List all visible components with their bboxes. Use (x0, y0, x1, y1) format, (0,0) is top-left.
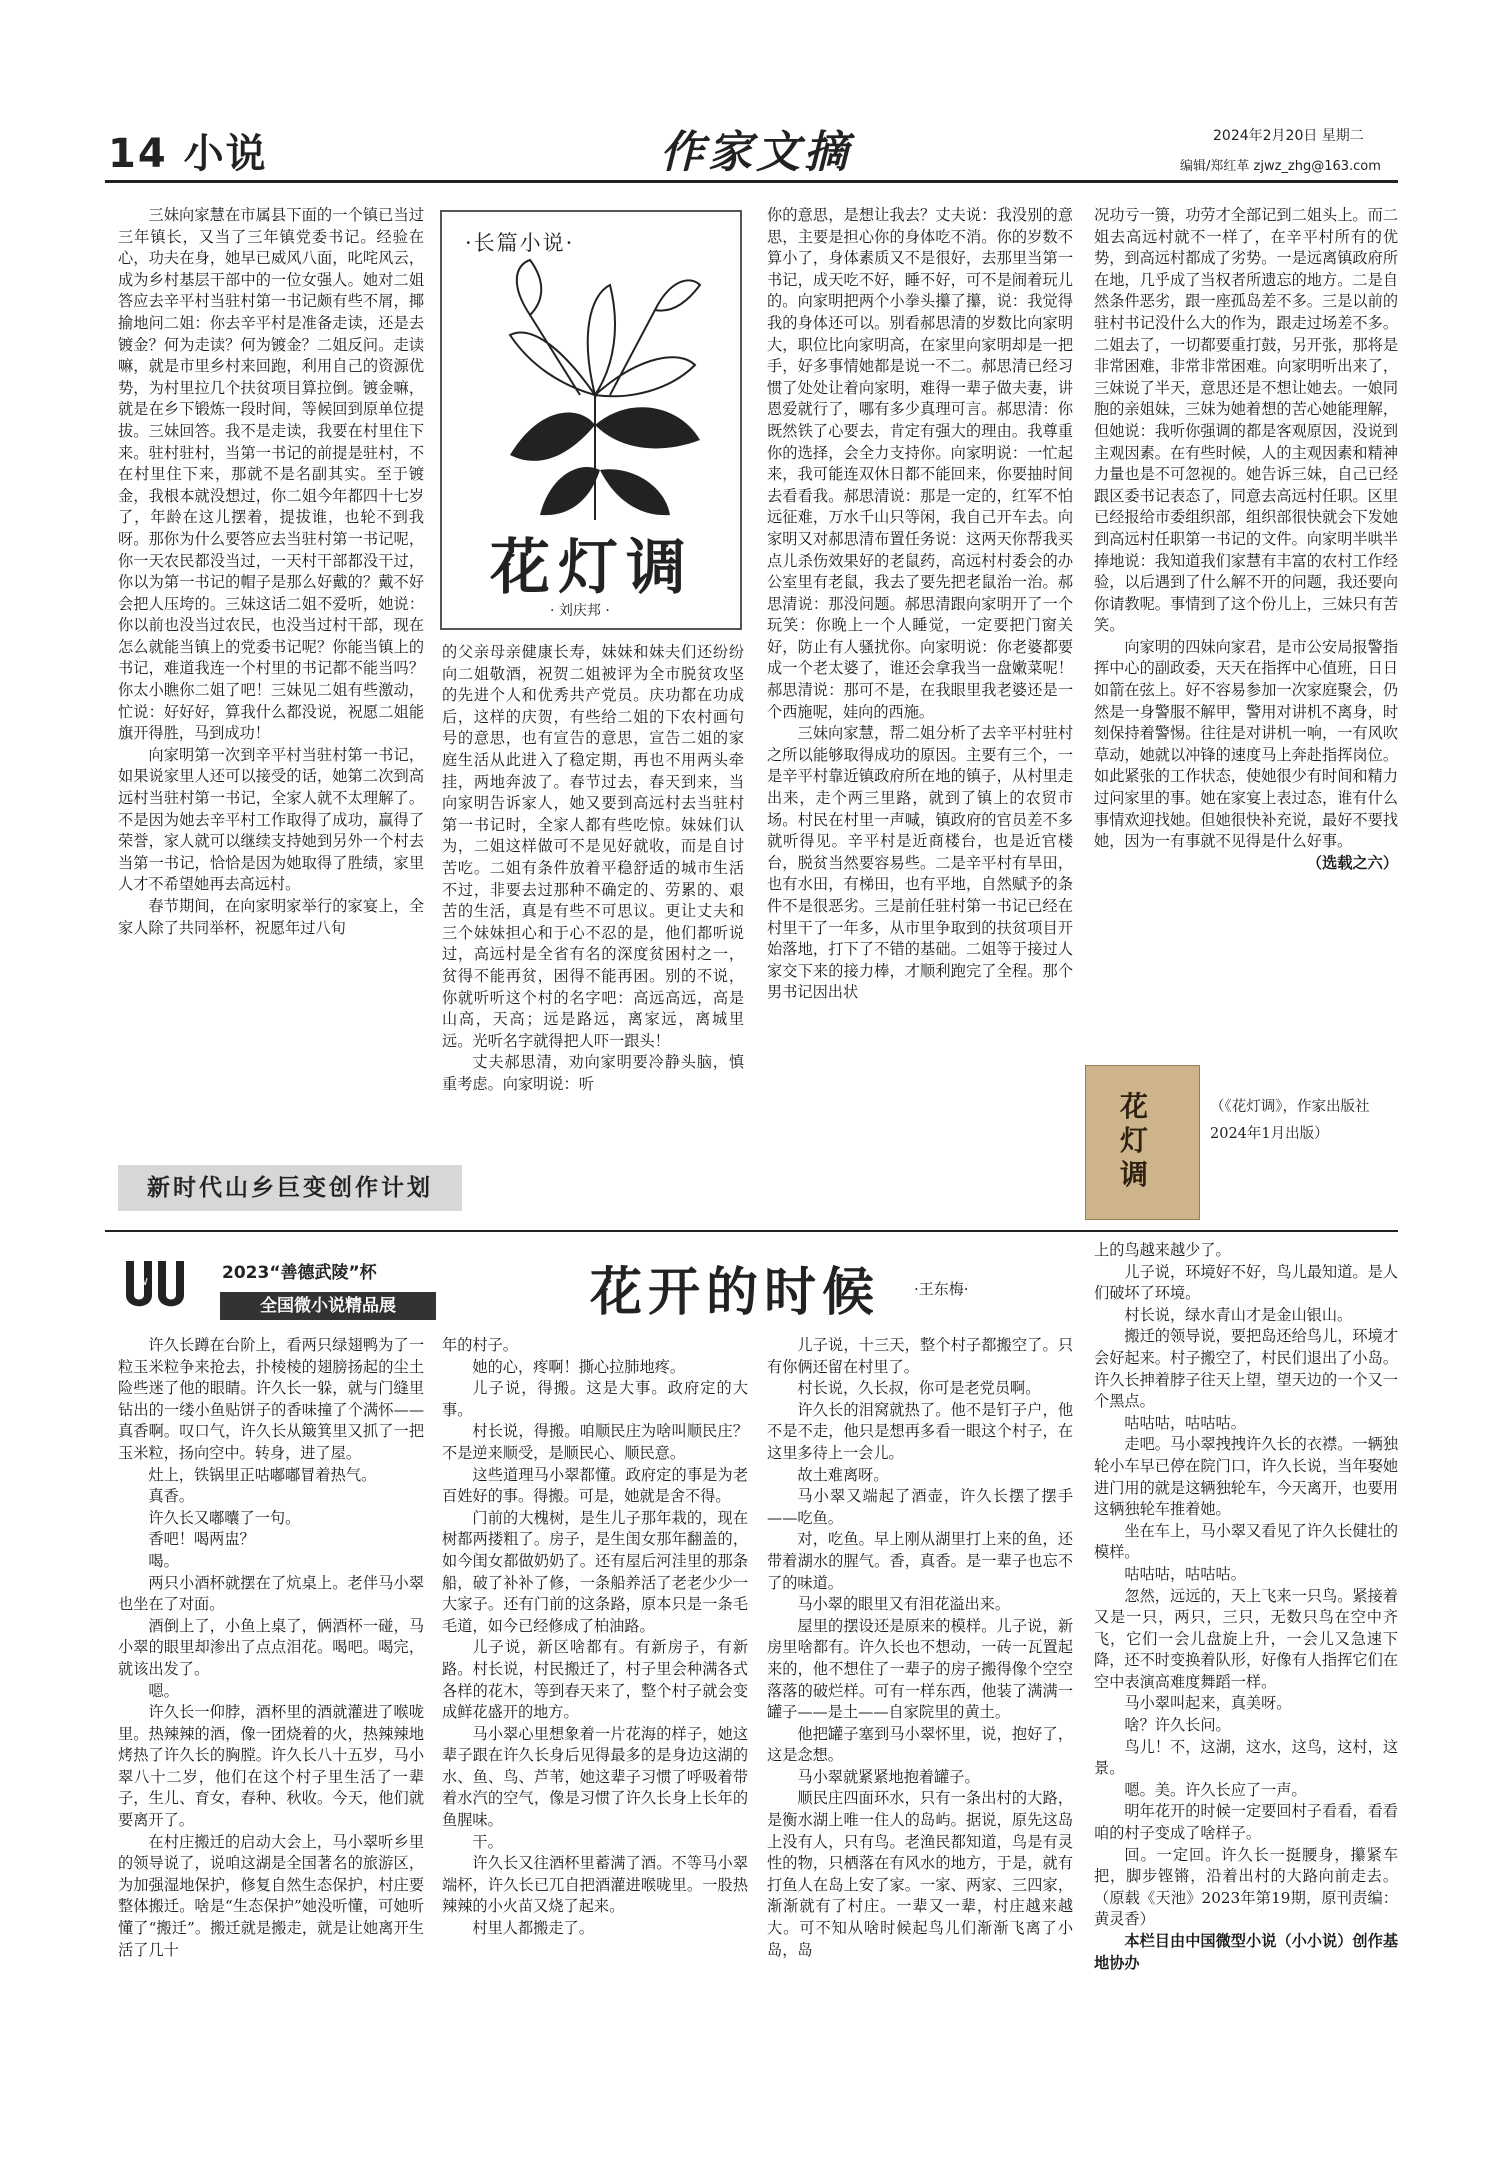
microfiction-showcase: 全国微小说精品展 (220, 1292, 436, 1320)
story-column-4 (1094, 1240, 1398, 2125)
paragraph: 喝。 (148, 1551, 179, 1570)
paragraph: 上的鸟越来越少了。 (1094, 1241, 1231, 1259)
paragraph: 回。一定回。许久长一挺腰身，攥紧车把，脚步铿锵，沿着出村的大路向前走去。（原载《天池》2023年第19期，原刊责编：黄灵香） (1094, 1845, 1398, 1929)
story-column-1 (118, 1335, 424, 2125)
paragraph: 村长说，得搬。咱顺民庄为啥叫顺民庄？不是逆来顺受，是顺民心、顺民意。 (442, 1422, 748, 1462)
paragraph: 三妹向家慧，帮二姐分析了去辛平村驻村之所以能够取得成功的原因。主要有三个，一是辛平村靠近镇政府所在地的镇子，从村里走出来，走个两三里路，就到了镇上的农贸市场。村民在村里一声喊，镇政府的官员差不多就听得见。辛平村是近商楼台，也是近官楼台，脱贫当然要容易些。二是辛平村有旱田，也有水田，有梯田，也有平地，自然赋予的条件不是很恶劣。三是前任驻村第一书记已经在村里干了一年多，从市里争取到的扶贫项目开始落地，打下了不错的基础。二姐等于接过人家交下来的接力棒，才顺利跑完了全程。那个男书记因出状 (767, 724, 1073, 1002)
paragraph: 灶上，铁锅里正咕嘟嘟冒着热气。 (148, 1465, 377, 1484)
story-column-2 (442, 1335, 748, 2125)
column-footer-note: 本栏目由中国微型小说（小小说）创作基地协办 (1094, 1932, 1398, 1972)
paragraph: 向家明第一次到辛平村当驻村第一书记，如果说家里人还可以接受的话，她第二次到高远村当驻村第一书记，全家人就不太理解了。不是因为她去辛平村工作取得了成功，赢得了荣誉，家人就可以继续支持她到另外一个村去当第一书记，恰恰是因为她取得了胜绩，家里人才不希望她再去高远村。 (118, 745, 424, 894)
page-number: 14 (108, 131, 168, 177)
story-title: 花开的时候 (590, 1262, 881, 1323)
paragraph: 况功亏一篑，功劳才全部记到二姐头上。而二姐去高远村就不一样了，在辛平村所有的优势，到高远村都成了劣势。一是远离镇政府所在地，几乎成了当权者所遗忘的地方。二是自然条件恶劣，跟一座孤岛差不多。三是以前的驻村书记没什么大的作为，跟走过场差不多。二姐去了，一切都要重打鼓，另开张，那将是非常困难，非常非常困难。向家明听出来了，三妹说了半天，意思还是不想让她去。一娘同胞的亲姐妹，三妹为她着想的苦心她能理解，但她说：我听你强调的都是客观原因，没说到主观因素。在有些时候，人的主观因素和精神力量也是不可忽视的。她告诉三妹，自己已经跟区委书记表态了，同意去高远村任职。区里已经报给市委组织部，组织部很快就会下发她到高远村任职第一书记的文件。向家明半哄半捧地说：我知道我们家慧有丰富的农村工作经验，以后遇到了什么解不开的问题，我还要向你请教呢。事情到了这个份儿上，三妹只有苦笑。 (1094, 206, 1398, 635)
paragraph: 这些道理马小翠都懂。政府定的事是为老百姓好的事。得搬。可是，她就是舍不得。 (442, 1465, 748, 1506)
flower-illustration (470, 255, 720, 525)
book-cover-title: 花灯调 (1120, 1090, 1149, 1191)
novel-column-4 (1094, 205, 1398, 1045)
paragraph: 马小翠的眼里又有泪花溢出来。 (797, 1595, 1011, 1614)
masthead-logo: 作家文摘 (660, 127, 852, 178)
section-divider (105, 1230, 1398, 1232)
paragraph: 搬迁的领导说，要把岛还给鸟儿，环境才会好起来。村子搬空了，村民们退出了小岛。许久长抻着脖子往天上望，望天边的一个又一个黑点。 (1094, 1327, 1398, 1411)
paragraph: 对，吃鱼。早上刚从湖里打上来的鱼，还带着湖水的腥气。香，真香。是一辈子也忘不了的味道。 (767, 1530, 1073, 1592)
paragraph: 香吧！喝两盅？ (148, 1530, 255, 1549)
paragraph: 忽然，远远的，天上飞来一只鸟。紧接着又是一只，两只，三只，无数只鸟在空中齐飞，它们一会儿盘旋上升，一会儿又急速下降，还不时变换着队形，好像有人指挥它们在空中表演高难度舞蹈一样。 (1094, 1586, 1398, 1691)
paragraph: 的父亲母亲健康长寿，妹妹和妹夫们还纷纷向二姐敬酒，祝贺二姐被评为全市脱贫攻坚的先进个人和优秀共产党员。庆功都在功成后，这样的庆贺，有些给二姐的下农村画句号的意思，也有宣告的意思，宣告二姐的家庭生活从此进入了稳定期，再也不用两头牵挂，两地奔波了。春节过去，春天到来，当向家明告诉家人，她又要到高远村去当驻村第一书记时，全家人都有些吃惊。妹妹们认为，二姐这样做可不是见好就收，而是自讨苦吃。二姐有条件放着平稳舒适的城市生活不过，非要去过那种不确定的、劳累的、艰苦的生活，真是有些不可思议。更让丈夫和三个妹妹担心和于心不忍的是，他们都听说过，高远村是全省有名的深度贫困村之一，贫得不能再贫，困得不能再困。别的不说，你就听听这个村的名字吧：高远高远，高是山高，天高；远是路远，离家远，离城里远。光听名字就得把人吓一跟头！ (442, 643, 744, 1050)
section-name: 小说 (183, 131, 268, 177)
paragraph: 儿子说，十三天，整个村子都搬空了。只有你俩还留在村里了。 (767, 1336, 1073, 1376)
paragraph: 走吧。马小翠拽拽许久长的衣襟。一辆独轮小车早已停在院门口，许久长说，当年娶她进门用的就是这辆独轮车，今天离开，也要用这辆独轮车推着她。 (1094, 1435, 1398, 1519)
paragraph: 嗯。美。许久长应了一声。 (1124, 1780, 1307, 1799)
microfiction-award: 2023“善德武陵”杯 (222, 1263, 377, 1283)
creation-plan-banner: 新时代山乡巨变创作计划 (118, 1165, 462, 1211)
novel-title: 花灯调 (490, 533, 694, 603)
paragraph: 马小翠心里想象着一片花海的样子，她这辈子跟在许久长身后见得最多的是身边这湖的水、鱼、鸟、芦苇，她这辈子习惯了呼吸着带着水汽的空气，像是习惯了许久长身上长年的鱼腥味。 (442, 1724, 748, 1830)
editor-credit: 编辑/郑红革 zjwz_zhg@163.com (1180, 159, 1381, 174)
book-cover-caption: （《花灯调》，作家出版社2024年1月出版） (1210, 1099, 1370, 1142)
paragraph: 顺民庄四面环水，只有一条出村的大路，是衡水湖上唯一住人的岛屿。据说，原先这岛上没有人，只有鸟。老渔民都知道，鸟是有灵性的物，只栖落在有风水的地方，于是，就有打鱼人在岛上安了家。一家、两家、三四家，渐渐就有了村庄。一辈又一辈，村庄越来越大。可不知从啥时候起鸟儿们渐渐飞离了小岛，岛 (767, 1789, 1073, 1959)
paragraph: 许久长一仰脖，酒杯里的酒就灌进了喉咙里。热辣辣的酒，像一团烧着的火，热辣辣地烤热了许久长的胸膛。许久长八十五岁，马小翠八十二岁，他们在这个村子里生活了一辈子，生儿、育女，春种、秋收。今天，他们就要离开了。 (118, 1703, 424, 1830)
paragraph: 她的心，疼啊！撕心拉肺地疼。 (472, 1357, 686, 1376)
paragraph: 你的意思，是想让我去？丈夫说：我没别的意思，主要是担心你的身体吃不消。你的岁数不算小了，身体素质又不是很好，去那里当第一书记，成天吃不好，睡不好，可不是闹着玩儿的。向家明把两个小拳头攥了攥，说：我觉得我的身体还可以。别看郝思清的岁数比向家明大，职位比向家明高，在家里向家明却是一把手，好多事情她都是说一不二。郝思清已经习惯了处处让着向家明，难得一辈子做夫妻，讲恩爱就行了，哪有多少真理可言。郝思清：你既然铁了心要去，肯定有强大的理由。我尊重你的选择，会全力支持你。向家明说：一忙起来，我可能连双休日都不能回来，你要抽时间去看看我。郝思清说：那是一定的，红军不怕远征难，万水千山只等闲，我自己开车去。向家明又对郝思清布置任务说：这两天你帮我买点儿杀伤效果好的老鼠药，高远村村委会的办公室里有老鼠，我去了要先把老鼠治一治。郝思清说：那没问题。郝思清跟向家明开了一个玩笑：你晚上一个人睡觉，一定要把门窗关好，防止有人骚扰你。向家明说：你老婆都要成一个老太婆了，谁还会拿我当一盘嫩菜呢！郝思清说：那可不是，在我眼里我老婆还是一个西施呢，娃向的西施。 (767, 206, 1073, 721)
paragraph: 马小翠就紧紧地抱着罐子。 (797, 1767, 980, 1786)
paragraph: 真香。 (148, 1487, 194, 1506)
paragraph: 咕咕咕，咕咕咕。 (1124, 1564, 1246, 1583)
paragraph: 坐在车上，马小翠又看见了许久长健壮的模样。 (1094, 1521, 1398, 1562)
paragraph: 鸟儿！不，这湖，这水，这鸟，这村，这景。 (1094, 1737, 1398, 1778)
svg-text:W: W (138, 1277, 148, 1288)
novel-column-1 (118, 205, 424, 1163)
paragraph: 嗯。 (148, 1681, 179, 1700)
paragraph: 明年花开的时候一定要回村子看看，看看咱的村子变成了啥样子。 (1094, 1802, 1398, 1843)
paragraph: 马小翠又端起了酒壶，许久长摆了摆手——吃鱼。 (767, 1487, 1073, 1527)
paragraph: 年的村子。 (442, 1336, 518, 1354)
page-number-section (108, 122, 268, 179)
paragraph: 许久长又嘟囔了一句。 (148, 1508, 301, 1527)
paragraph: 咕咕咕，咕咕咕。 (1124, 1413, 1246, 1432)
paragraph: 儿子说，环境好不好，鸟儿最知道。是人们破坏了环境。 (1094, 1262, 1398, 1303)
issue-date: 2024年2月20日 星期二 (1213, 128, 1364, 144)
paragraph: 春节期间，在向家明家举行的家宴上，全家人除了共同举杯，祝愿年过八旬 (118, 897, 424, 937)
microfiction-logo-icon (122, 1255, 194, 1315)
paragraph: 在村庄搬迁的启动大会上，马小翠听乡里的领导说了，说咱这湖是全国著名的旅游区，为加强湿地保护，修复自然生态保护，村庄要整体搬迁。啥是“生态保护”她没听懂，可她听懂了“搬迁”。搬迁就是搬走，就是让她离开生活了几十 (118, 1832, 424, 1959)
paragraph: 三妹向家慧在市属县下面的一个镇已当过三年镇长，又当了三年镇党委书记。经验在心，功夫在身，她早已威风八面，叱咤风云，成为乡村基层干部中的一位女强人。她对二姐答应去辛平村当驻村第一书记颇有些不屑，揶揄地问二姐：你去辛平村是准备走读，还是去镀金？何为走读？何为镀金？二姐反问。走读嘛，就是市里乡村来回跑，利用自己的资源优势，为村里拉几个扶贫项目算拉倒。镀金嘛，就是在乡下锻炼一段时间，等候回到原单位提拔。三妹回答。我不是走读，我要在村里住下来。驻村驻村，当第一书记的前提是驻村，不在村里住下来，那就不是名副其实。至于镀金，我根本就没想过，你二姐今年都四十七岁了，年龄在这儿摆着，提拔谁，也轮不到我呀。那你为什么要答应去当驻村第一书记呢，你一天农民都没当过，一天村干部都没干过，你以为第一书记的帽子是那么好戴的？戴不好会把人压垮的。三妹这话二姐不爱听，她说：你以前也没当过农民，也没当过村干部，现在怎么就能当镇上的党委书记呢？你能当镇上的书记，难道我连一个村里的书记都不能当吗？你太小瞧你二姐了吧！三妹见二姐有些激动，忙说：好好好，算我什么都没说，祝愿二姐能旗开得胜，马到成功！ (118, 206, 424, 743)
novel-series-label: ·长篇小说· (465, 231, 575, 255)
novel-column-2 (442, 642, 744, 1222)
paragraph: 马小翠叫起来，真美呀。 (1124, 1694, 1292, 1713)
story-column-3 (767, 1335, 1073, 2125)
paragraph: 他把罐子塞到马小翠怀里，说，抱好了，这是念想。 (767, 1724, 1073, 1765)
paragraph: 许久长又往酒杯里蓄满了酒。不等马小翠端杯，许久长已兀自把酒灌进喉咙里。一股热辣辣的小火苗又烧了起来。 (442, 1854, 748, 1916)
novel-column-3 (767, 205, 1073, 1223)
paragraph: 两只小酒杯就摆在了炕桌上。老伴马小翠也坐在了对面。 (118, 1573, 424, 1614)
paragraph: 门前的大槐树，是生儿子那年栽的，现在树都两搂粗了。房子，是生闺女那年翻盖的，如今闺女都做奶奶了。还有屋后河洼里的那条船，破了补补了修，一条船养活了老老少少一大家子。还有门前的这条路，原本只是一条毛毛道，如今已经修成了柏油路。 (442, 1508, 748, 1635)
paragraph: 啥？许久长问。 (1124, 1716, 1231, 1735)
paragraph: 丈夫郝思清，劝向家明要冷静头脑，慎重考虑。向家明说：听 (442, 1053, 744, 1093)
paragraph: 故土难离呀。 (797, 1465, 889, 1484)
paragraph: 许久长的泪窝就热了。他不是钉子户，他不是不走，他只是想再多看一眼这个村子，在这里多待上一会儿。 (767, 1400, 1073, 1462)
paragraph: 屋里的摆设还是原来的模样。儿子说，新房里啥都有。许久长也不想动，一砖一瓦置起来的，他不想住了一辈子的房子搬得像个空空落落的破烂样。可有一样东西，他装了满满一罐子——是土——自家院里的黄土。 (767, 1616, 1073, 1722)
paragraph: 村里人都搬走了。 (472, 1919, 594, 1938)
paragraph: 村长说，绿水青山才是金山银山。 (1124, 1305, 1353, 1324)
paragraph: 儿子说，新区啥都有。有新房子，有新路。村长说，村民搬迁了，村子里会种满各式各样的花木，等到春天来了，整个村子就会变成鲜花盛开的地方。 (442, 1638, 748, 1722)
story-author: ·王东梅· (914, 1280, 969, 1298)
paragraph: 向家明的四妹向家君，是市公安局报警指挥中心的副政委，天天在指挥中心值班，日日如箭在弦上。好不容易参加一次家庭聚会，仍然是一身警服不解甲，警用对讲机不离身，时刻保持着警惕。往往是对讲机一响，一有风吹草动，她就以冲锋的速度马上奔赴指挥岗位。如此紧张的工作状态，使她很少有时间和精力过问家里的事。她在家宴上表过态，谁有什么事情欢迎找她。但她很快补充说，最好不要找她，因为一有事就不见得是什么好事。 (1094, 637, 1398, 851)
header-rule (105, 180, 1398, 183)
excerpt-note: （选载之六） (1306, 853, 1398, 872)
paragraph: 干。 (472, 1832, 503, 1851)
paragraph: 儿子说，得搬。这是大事。政府定的大事。 (442, 1379, 748, 1419)
paragraph: 酒倒上了，小鱼上桌了，俩酒杯一碰，马小翠的眼里却渗出了点点泪花。喝吧。喝完，就该出发了。 (118, 1616, 424, 1678)
novel-author: · 刘庆邦 · (550, 603, 610, 619)
paragraph: 许久长蹲在台阶上，看两只绿翅鸭为了一粒玉米粒争来抢去，扑棱棱的翅膀扬起的尘土险些迷了他的眼睛。许久长一躲，就与门缝里钻出的一缕小鱼贴饼子的香味撞了个满怀——真香啊。叹口气，许久长从簸箕里又抓了一把玉米粒，扬向空中。转身，进了屋。 (118, 1336, 424, 1462)
paragraph: 村长说，久长叔，你可是老党员啊。 (797, 1379, 1041, 1398)
